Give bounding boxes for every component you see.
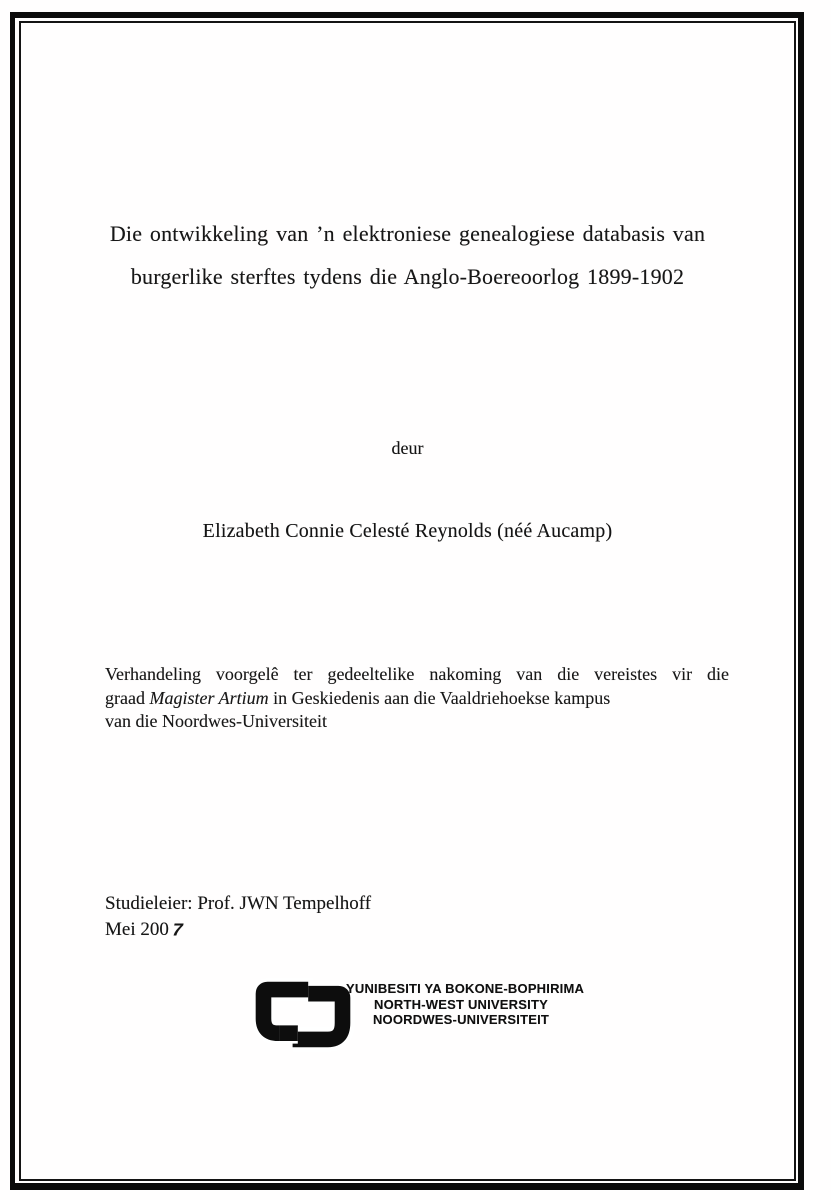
submission-line-2: [105, 687, 729, 711]
submission-line-2-post: in Geskiedenis aan die Vaaldriehoekse kampus: [268, 687, 611, 708]
date-prefix: Mei 200: [105, 919, 169, 940]
supervisor-block: [105, 891, 371, 943]
logo-line-setswana: YUNIBESITI YA BOKONE-BOPHIRIMA: [346, 981, 585, 996]
title-line-1: Die ontwikkeling van ’n elektroniese genealogiese databasis van: [109, 221, 706, 246]
submission-line-3: van die Noordwes-Universiteit: [105, 711, 327, 731]
degree-name-italic: Magister Artium: [149, 687, 269, 708]
date-line: [105, 917, 371, 943]
thesis-title: [20, 212, 795, 298]
byline-deur: deur: [391, 438, 424, 458]
supervisor-line: Studieleier: Prof. JWN Tempelhoff: [105, 893, 372, 914]
submission-statement: [105, 663, 729, 734]
title-line-2: burgerlike sterftes tydens die Anglo-Boereoorlog 1899-1902: [130, 264, 685, 289]
submission-line-2-pre: graad: [105, 687, 150, 708]
logo-line-english: NORTH-WEST UNIVERSITY: [374, 996, 548, 1012]
nwu-logo-text: [346, 981, 585, 1028]
author-name: Elizabeth Connie Celesté Reynolds (néé Aucamp): [202, 520, 613, 542]
date-last-digit: 7: [169, 920, 185, 941]
submission-line-1: Verhandeling voorgelê ter gedeeltelike nakoming van die vereistes vir die: [105, 664, 729, 684]
nwu-logo-mark-icon: [251, 977, 355, 1057]
logo-line-afrikaans: NOORDWES-UNIVERSITEIT: [372, 1012, 550, 1028]
